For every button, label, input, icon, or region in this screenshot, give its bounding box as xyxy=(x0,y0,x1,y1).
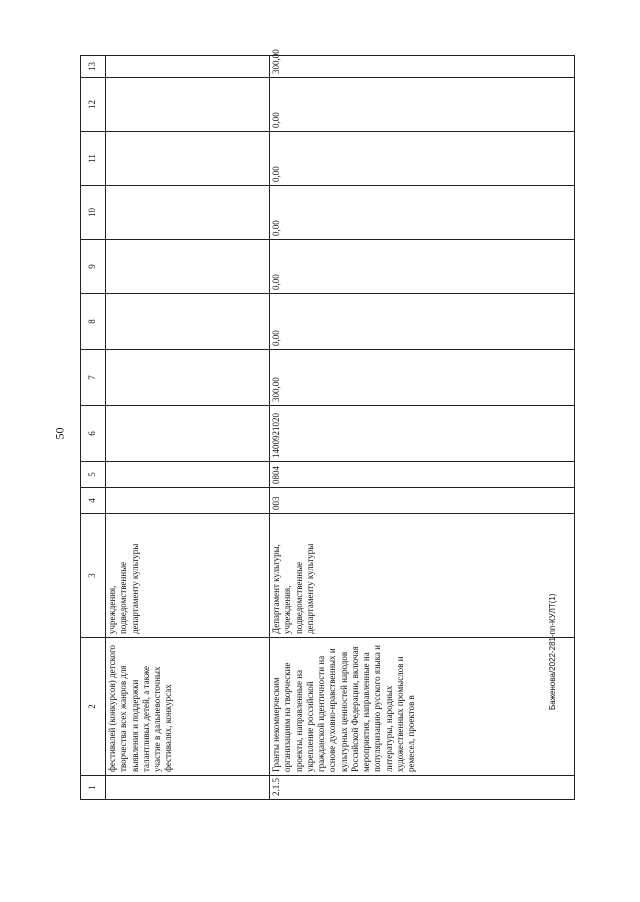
table-cell xyxy=(106,132,270,186)
table-cell: Гранты некоммерческим организациям на творческие проекты, направленные на укрепление российской гражданской идентичности на основе духовно-нравственных и культурных ценностей народов Российской Федерации, включая мероприятия, направленные на популяризацию русского языка и литературы, народных художественных промыслов и ремесел, проектов в xyxy=(270,638,575,776)
page-number: 50 xyxy=(52,427,67,440)
table-cell xyxy=(106,406,270,462)
table-cell xyxy=(106,240,270,294)
table-cell: 0,00 xyxy=(270,132,575,186)
table-cell: 300,00 xyxy=(270,56,575,78)
table-cell xyxy=(106,350,270,406)
table-cell xyxy=(106,186,270,240)
column-header: 9 xyxy=(81,240,106,294)
column-header: 12 xyxy=(81,78,106,132)
table-cell xyxy=(106,776,270,800)
table-cell: 0,00 xyxy=(270,78,575,132)
table-container xyxy=(80,49,576,800)
table-cell: 0,00 xyxy=(270,240,575,294)
document-footer: Баженова/2022-281-пп-КУЛТ(1) xyxy=(548,593,557,710)
table-row xyxy=(106,56,270,800)
table-cell: 300,00 xyxy=(270,350,575,406)
column-header: 1 xyxy=(81,776,106,800)
table-cell: учреждения, подведомственные департаменту культуры xyxy=(106,514,270,638)
table-row xyxy=(270,56,575,800)
table-cell xyxy=(106,294,270,350)
column-header: 3 xyxy=(81,514,106,638)
table-cell xyxy=(106,488,270,514)
table-cell: фестивалей (конкурсов) детского творчества всех жанров для выявления и поддержки талантливых детей, а также участие в дальневосточных фестивалях, конкурсах xyxy=(106,638,270,776)
column-header: 7 xyxy=(81,350,106,406)
column-header: 8 xyxy=(81,294,106,350)
table-cell: 1400921020 xyxy=(270,406,575,462)
table-cell xyxy=(106,56,270,78)
header-row xyxy=(81,56,106,800)
column-header: 13 xyxy=(81,56,106,78)
budget-table xyxy=(80,49,575,800)
column-header: 2 xyxy=(81,638,106,776)
table-cell xyxy=(106,78,270,132)
table-cell: 0804 xyxy=(270,462,575,488)
column-header: 4 xyxy=(81,488,106,514)
table-cell: 003 xyxy=(270,488,575,514)
table-cell: Департамент культуры, учреждения, подведомственные департаменту культуры xyxy=(270,514,575,638)
table-cell xyxy=(106,462,270,488)
table-cell: 0,00 xyxy=(270,294,575,350)
column-header: 5 xyxy=(81,462,106,488)
column-header: 11 xyxy=(81,132,106,186)
column-header: 10 xyxy=(81,186,106,240)
column-header: 6 xyxy=(81,406,106,462)
table-cell: 0,00 xyxy=(270,186,575,240)
table-cell: 2.1.5 xyxy=(270,776,575,800)
